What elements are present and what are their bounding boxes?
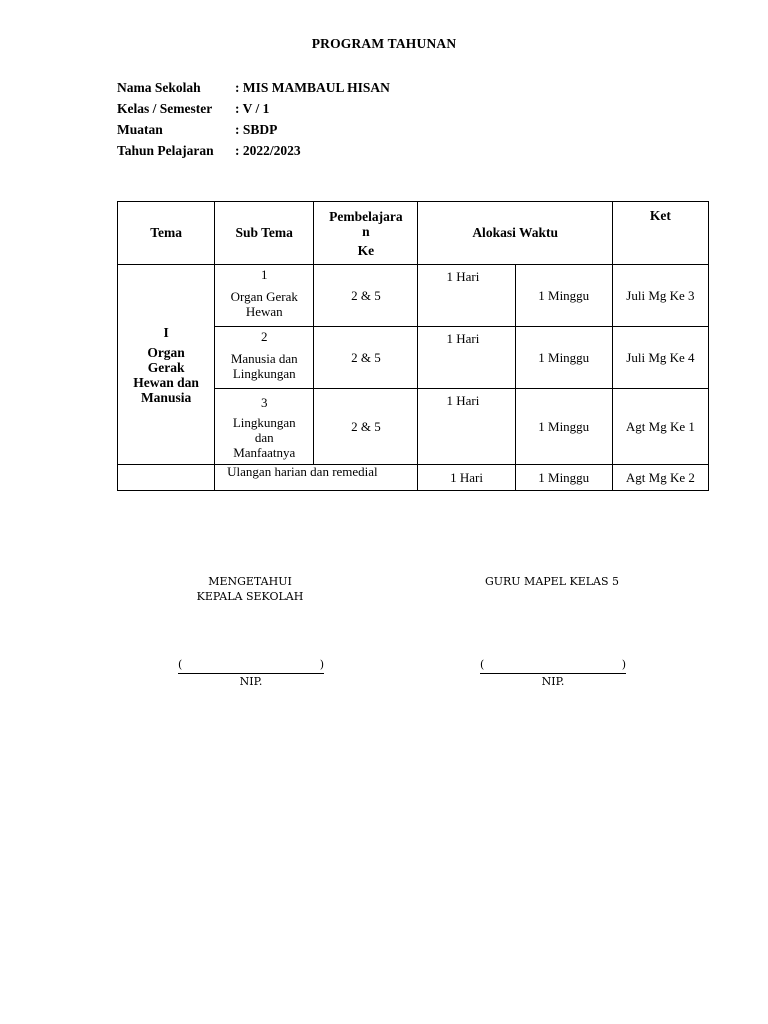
signature-heading: KEPALA SEKOLAH: [196, 590, 304, 603]
sub-tema-text: [215, 351, 313, 381]
table-header-row: [118, 202, 709, 265]
info-value: : MIS MAMBAUL HISAN: [235, 80, 390, 95]
tema-line: Gerak: [147, 359, 185, 375]
sub-tema-cell: [215, 327, 314, 389]
ket-cell: Agt Mg Ke 2: [612, 465, 708, 491]
school-info: [117, 77, 390, 161]
info-value: : 2022/2023: [235, 143, 301, 158]
info-label: Tahun Pelajaran: [117, 143, 214, 158]
pembelajaran-cell: 2 & 5: [314, 389, 418, 465]
document-title: PROGRAM TAHUNAN: [311, 36, 457, 51]
sub-tema-line: Organ Gerak: [230, 289, 298, 304]
sub-tema-text: [215, 415, 313, 460]
pembelajaran-cell: 2 & 5: [314, 327, 418, 389]
header-alokasi: Alokasi Waktu: [418, 202, 612, 265]
minggu-cell: 1 Minggu: [515, 465, 612, 491]
info-row: [117, 119, 390, 140]
header-pembelajaran-line: Pembelajara: [329, 208, 403, 224]
info-row: [117, 77, 390, 98]
sub-tema-line: dan: [254, 430, 274, 445]
signature-blank: [178, 657, 324, 674]
nip-label: NIP.: [541, 675, 565, 688]
signature-blank: [480, 657, 626, 674]
pembelajaran-cell: 2 & 5: [314, 265, 418, 327]
tema-line: Hewan dan: [133, 374, 199, 390]
open-paren: (: [178, 658, 183, 671]
info-value: : SBDP: [235, 122, 278, 137]
hari-cell: 1 Hari: [418, 265, 515, 327]
tema-line: Manusia: [140, 389, 192, 405]
sub-tema-line: Hewan: [245, 304, 283, 319]
nip-label: NIP.: [239, 675, 263, 688]
hari-cell: 1 Hari: [418, 327, 515, 389]
ket-cell: Juli Mg Ke 3: [612, 265, 708, 327]
close-paren: ): [319, 658, 324, 671]
sub-tema-line: Manfaatnya: [233, 445, 296, 460]
header-tema: Tema: [118, 202, 215, 265]
sub-tema-line: Manusia dan: [230, 351, 298, 366]
open-paren: (: [480, 658, 485, 671]
info-value: : V / 1: [235, 101, 270, 116]
sub-tema-text: [215, 289, 313, 319]
minggu-cell: 1 Minggu: [515, 389, 612, 465]
sub-tema-line: Lingkungan: [232, 366, 296, 381]
signature-line-left: [178, 657, 324, 690]
table-row: [118, 265, 709, 327]
close-paren: ): [621, 658, 626, 671]
tema-cell-empty: [118, 465, 215, 491]
ket-cell: Agt Mg Ke 1: [612, 389, 708, 465]
hari-cell: 1 Hari: [418, 389, 515, 465]
table-row: [118, 465, 709, 491]
info-row: [117, 140, 390, 161]
minggu-cell: 1 Minggu: [515, 327, 612, 389]
signature-heading: GURU MAPEL KELAS 5: [484, 575, 620, 588]
header-pembelajaran-line: Ke: [357, 242, 375, 258]
info-label: Muatan: [117, 122, 163, 137]
hari-cell: 1 Hari: [418, 465, 515, 491]
ulangan-cell: Ulangan harian dan remedial: [215, 465, 418, 491]
header-pembelajaran: [314, 202, 418, 265]
tema-cell: [118, 265, 215, 465]
minggu-cell: 1 Minggu: [515, 265, 612, 327]
signature-block-left: [160, 574, 340, 604]
signature-line-right: [480, 657, 626, 690]
sub-tema-cell: [215, 265, 314, 327]
info-label: Nama Sekolah: [117, 80, 201, 95]
header-pembelajaran-line: n: [362, 223, 370, 239]
info-row: [117, 98, 390, 119]
sub-tema-number: 1: [260, 267, 268, 282]
info-label: Kelas / Semester: [117, 101, 213, 116]
header-ket: Ket: [612, 202, 708, 265]
tema-number: I: [163, 324, 169, 340]
program-table: [117, 201, 709, 491]
signature-heading: MENGETAHUI: [208, 575, 292, 588]
sub-tema-number: 3: [260, 395, 268, 410]
sub-tema-cell: [215, 389, 314, 465]
tema-line: Organ: [147, 344, 185, 360]
header-sub-tema: Sub Tema: [215, 202, 314, 265]
signature-block-right: [452, 574, 652, 589]
sub-tema-line: Lingkungan: [232, 415, 296, 430]
sub-tema-number: 2: [260, 329, 268, 344]
ket-cell: Juli Mg Ke 4: [612, 327, 708, 389]
